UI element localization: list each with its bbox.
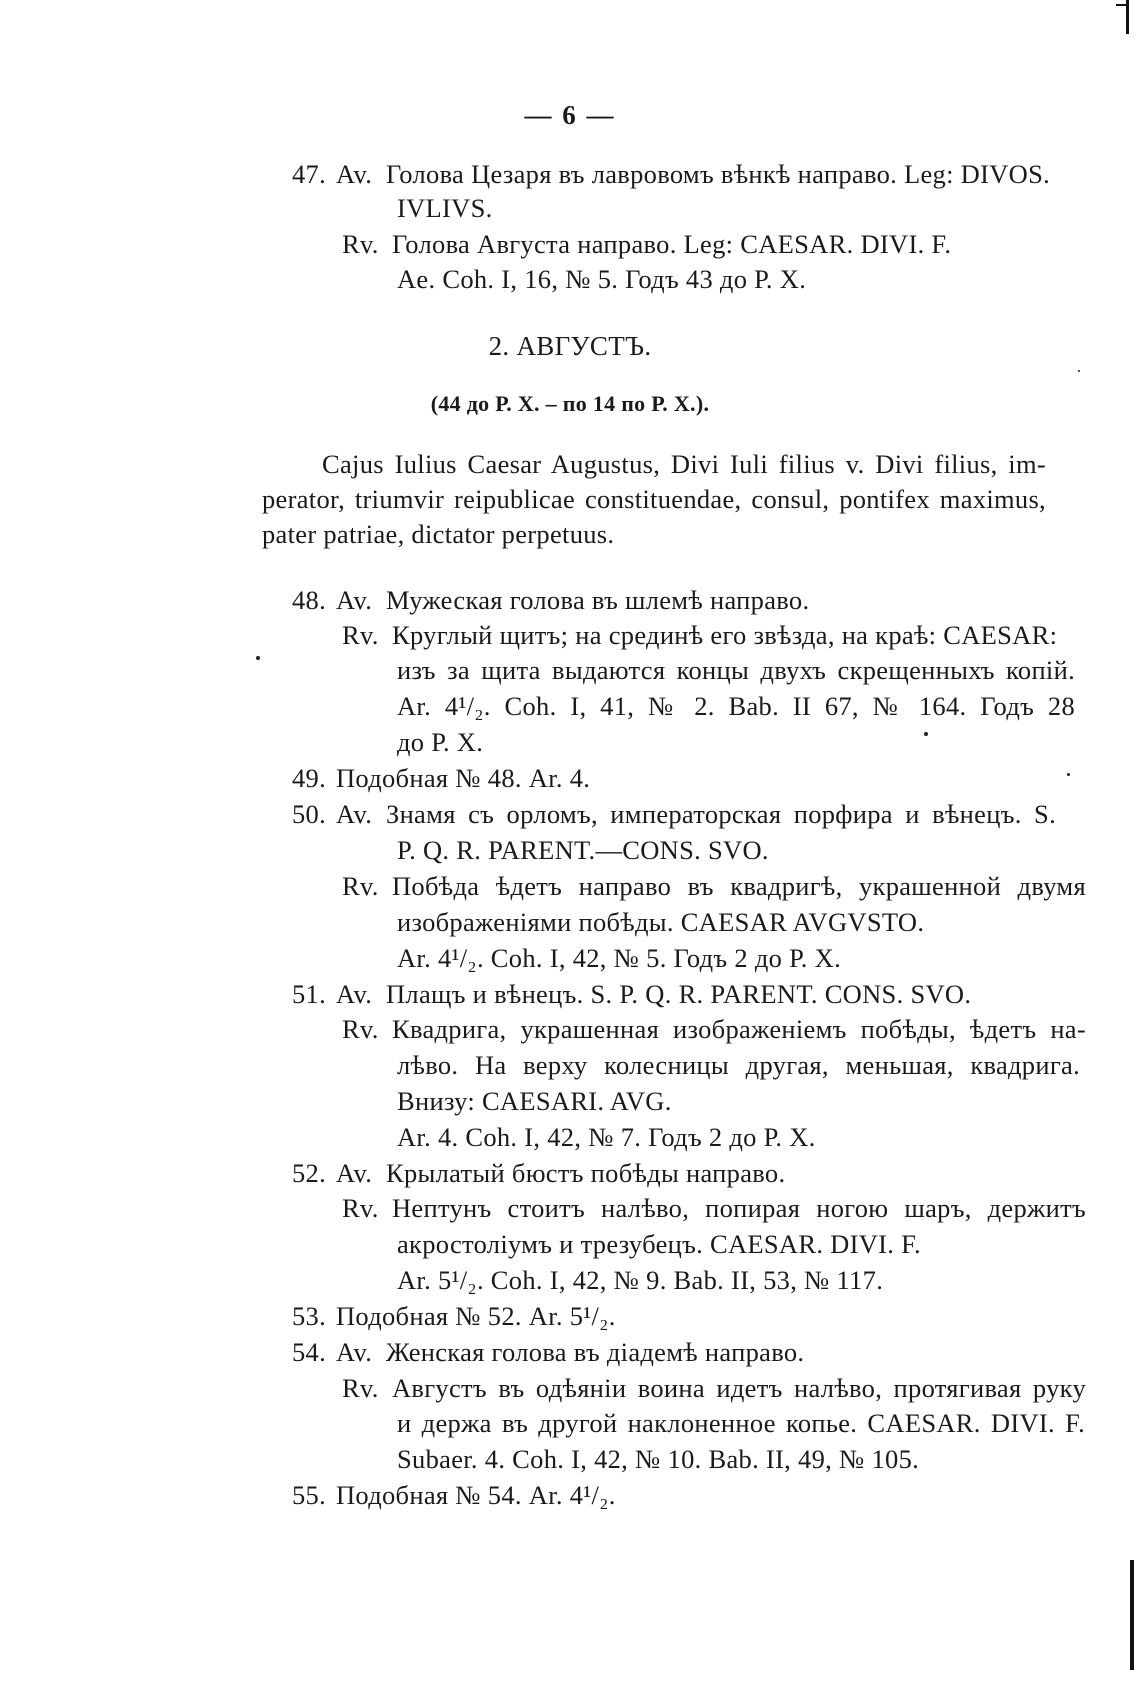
section-title: 2. АВГУСТЪ.: [488, 331, 652, 361]
entry-47-ref: Ae. Coh. I, 16, № 5. Годъ 43 до Р. Х.: [397, 264, 807, 294]
entry-48-av: [292, 584, 809, 616]
scan-speck: [924, 732, 928, 736]
entry-47-av: [292, 158, 1056, 190]
entry-number: 48.: [292, 585, 327, 615]
entry-50-av-cont: P. Q. R. PARENT.—CONS. SVO.: [397, 835, 769, 865]
entry-48-ref-1: Ar. 4¹/₂. Coh. I, 41, № 2. Bab. II 67, № 164. Годъ 28: [397, 691, 1075, 721]
entry-54-rv-cont: и держа въ другой наклоненное копье. CAESAR. DIVI. F.: [397, 1408, 1085, 1438]
entry-number: 47.: [292, 159, 327, 189]
entry-50-rv: [342, 870, 1086, 902]
entry-48-rv-cont: изъ за щита выдаются концы двухъ скрещенныхъ копій.: [397, 655, 1075, 685]
av-text: Мужеская голова въ шлемѣ направо.: [386, 585, 810, 615]
entry-50-rv-cont: изображеніями побѣды. CAESAR AVGVSTO.: [397, 907, 925, 937]
scan-edge-mark: [1130, 1560, 1134, 1670]
intro-line-1: Cajus Iulius Caesar Augustus, Divi Iuli filius v. Divi filius, im-: [322, 449, 1046, 479]
entry-52-rv: [342, 1192, 1086, 1224]
scan-speck: [256, 656, 260, 660]
entry-number: 52.: [292, 1158, 327, 1188]
entry-51-ref: Ar. 4. Coh. I, 42, № 7. Годъ 2 до Р. Х.: [397, 1122, 816, 1152]
entry-number: 55.: [292, 1480, 327, 1510]
rv-text: Побѣда ѣдетъ направо въ квадригѣ, украшенной двумя: [392, 871, 1086, 901]
intro-line-3: pater patriae, dictator perpetuus.: [262, 519, 615, 549]
rv-text: Голова Августа направо. Leg: CAESAR. DIVI. F.: [392, 229, 952, 259]
entry-55: [292, 1479, 616, 1511]
entry-52-av: [292, 1157, 785, 1189]
entry-number: 49.: [292, 763, 327, 793]
av-text: Знамя съ орломъ, императорская порфира и вѣнецъ. S.: [386, 799, 1056, 829]
entry-51-av: [292, 978, 971, 1010]
entry-text: Подобная № 54. Ar. 4¹/₂.: [336, 1480, 616, 1510]
intro-line-2: perator, triumvir reipublicae constituendae, consul, pontifex maximus,: [262, 484, 1046, 514]
entry-52-rv-cont: акростоліумъ и трезубецъ. CAESAR. DIVI. F.: [397, 1229, 921, 1259]
entry-text: Подобная № 48. Ar. 4.: [336, 763, 591, 793]
entry-number: 50.: [292, 799, 327, 829]
rv-text: Августъ въ одѣяніи воина идетъ налѣво, протягивая руку: [392, 1373, 1086, 1403]
rv-text: Квадрига, украшенная изображеніемъ побѣды, ѣдетъ на-: [392, 1014, 1086, 1044]
rv-tag: Rv.: [342, 229, 379, 259]
entry-49: [292, 762, 590, 794]
av-text: Плащъ и вѣнецъ. S. P. Q. R. PARENT. CONS. SVO.: [386, 979, 972, 1009]
av-tag: Av.: [336, 799, 373, 829]
entry-54-av: [292, 1336, 804, 1368]
rv-text: Круглый щитъ; на срединѣ его звѣзда, на краѣ: CAESAR:: [392, 620, 1058, 650]
entry-50-av: [292, 798, 1056, 830]
entry-text: Подобная № 52. Ar. 5¹/₂.: [336, 1301, 616, 1331]
av-text: Голова Цезаря въ лавровомъ вѣнкѣ направо. Leg: DIVOS.: [386, 159, 1051, 189]
rv-tag: Rv.: [342, 620, 379, 650]
av-tag: Av.: [336, 1158, 373, 1188]
av-tag: Av.: [336, 585, 373, 615]
entry-48-rv: [342, 619, 1057, 651]
entry-50-ref: Ar. 4¹/₂. Coh. I, 42, № 5. Годъ 2 до Р. Х.: [397, 943, 842, 973]
section-dates: (44 до Р. Х. – по 14 по Р. Х.).: [430, 391, 710, 416]
page-number: — 6 —: [524, 100, 616, 130]
entry-number: 54.: [292, 1337, 327, 1367]
entry-54-ref: Subaer. 4. Coh. I, 42, № 10. Bab. II, 49, № 105.: [397, 1444, 920, 1474]
entry-53: [292, 1300, 616, 1332]
rv-tag: Rv.: [342, 1014, 379, 1044]
entry-48-ref-2: до Р. Х.: [397, 727, 484, 757]
rv-tag: Rv.: [342, 1193, 379, 1223]
rv-text: Нептунъ стоитъ налѣво, попирая ногою шаръ, держитъ: [392, 1193, 1086, 1223]
entry-47-av-cont: IVLIVS.: [397, 193, 493, 223]
entry-number: 51.: [292, 979, 327, 1009]
rv-tag: Rv.: [342, 1373, 379, 1403]
av-text: Женская голова въ діадемѣ направо.: [386, 1337, 805, 1367]
entry-54-rv: [342, 1372, 1086, 1404]
av-tag: Av.: [336, 159, 373, 189]
entry-51-rv-cont-1: лѣво. На верху колесницы другая, меньшая, квадрига.: [397, 1050, 1080, 1080]
entry-52-ref: Ar. 5¹/₂. Coh. I, 42, № 9. Bab. II, 53, № 117.: [397, 1265, 884, 1295]
entry-47-rv: [342, 228, 951, 260]
rv-tag: Rv.: [342, 871, 379, 901]
entry-51-rv-cont-2: Внизу: CAESARI. AVG.: [397, 1086, 672, 1116]
scan-speck: [1067, 773, 1070, 776]
av-text: Крылатый бюстъ побѣды направо.: [386, 1158, 786, 1188]
av-tag: Av.: [336, 1337, 373, 1367]
scan-edge-mark: [1116, 4, 1128, 6]
av-tag: Av.: [336, 979, 373, 1009]
entry-51-rv: [342, 1013, 1086, 1045]
entry-number: 53.: [292, 1301, 327, 1331]
scan-speck: [1078, 370, 1080, 372]
